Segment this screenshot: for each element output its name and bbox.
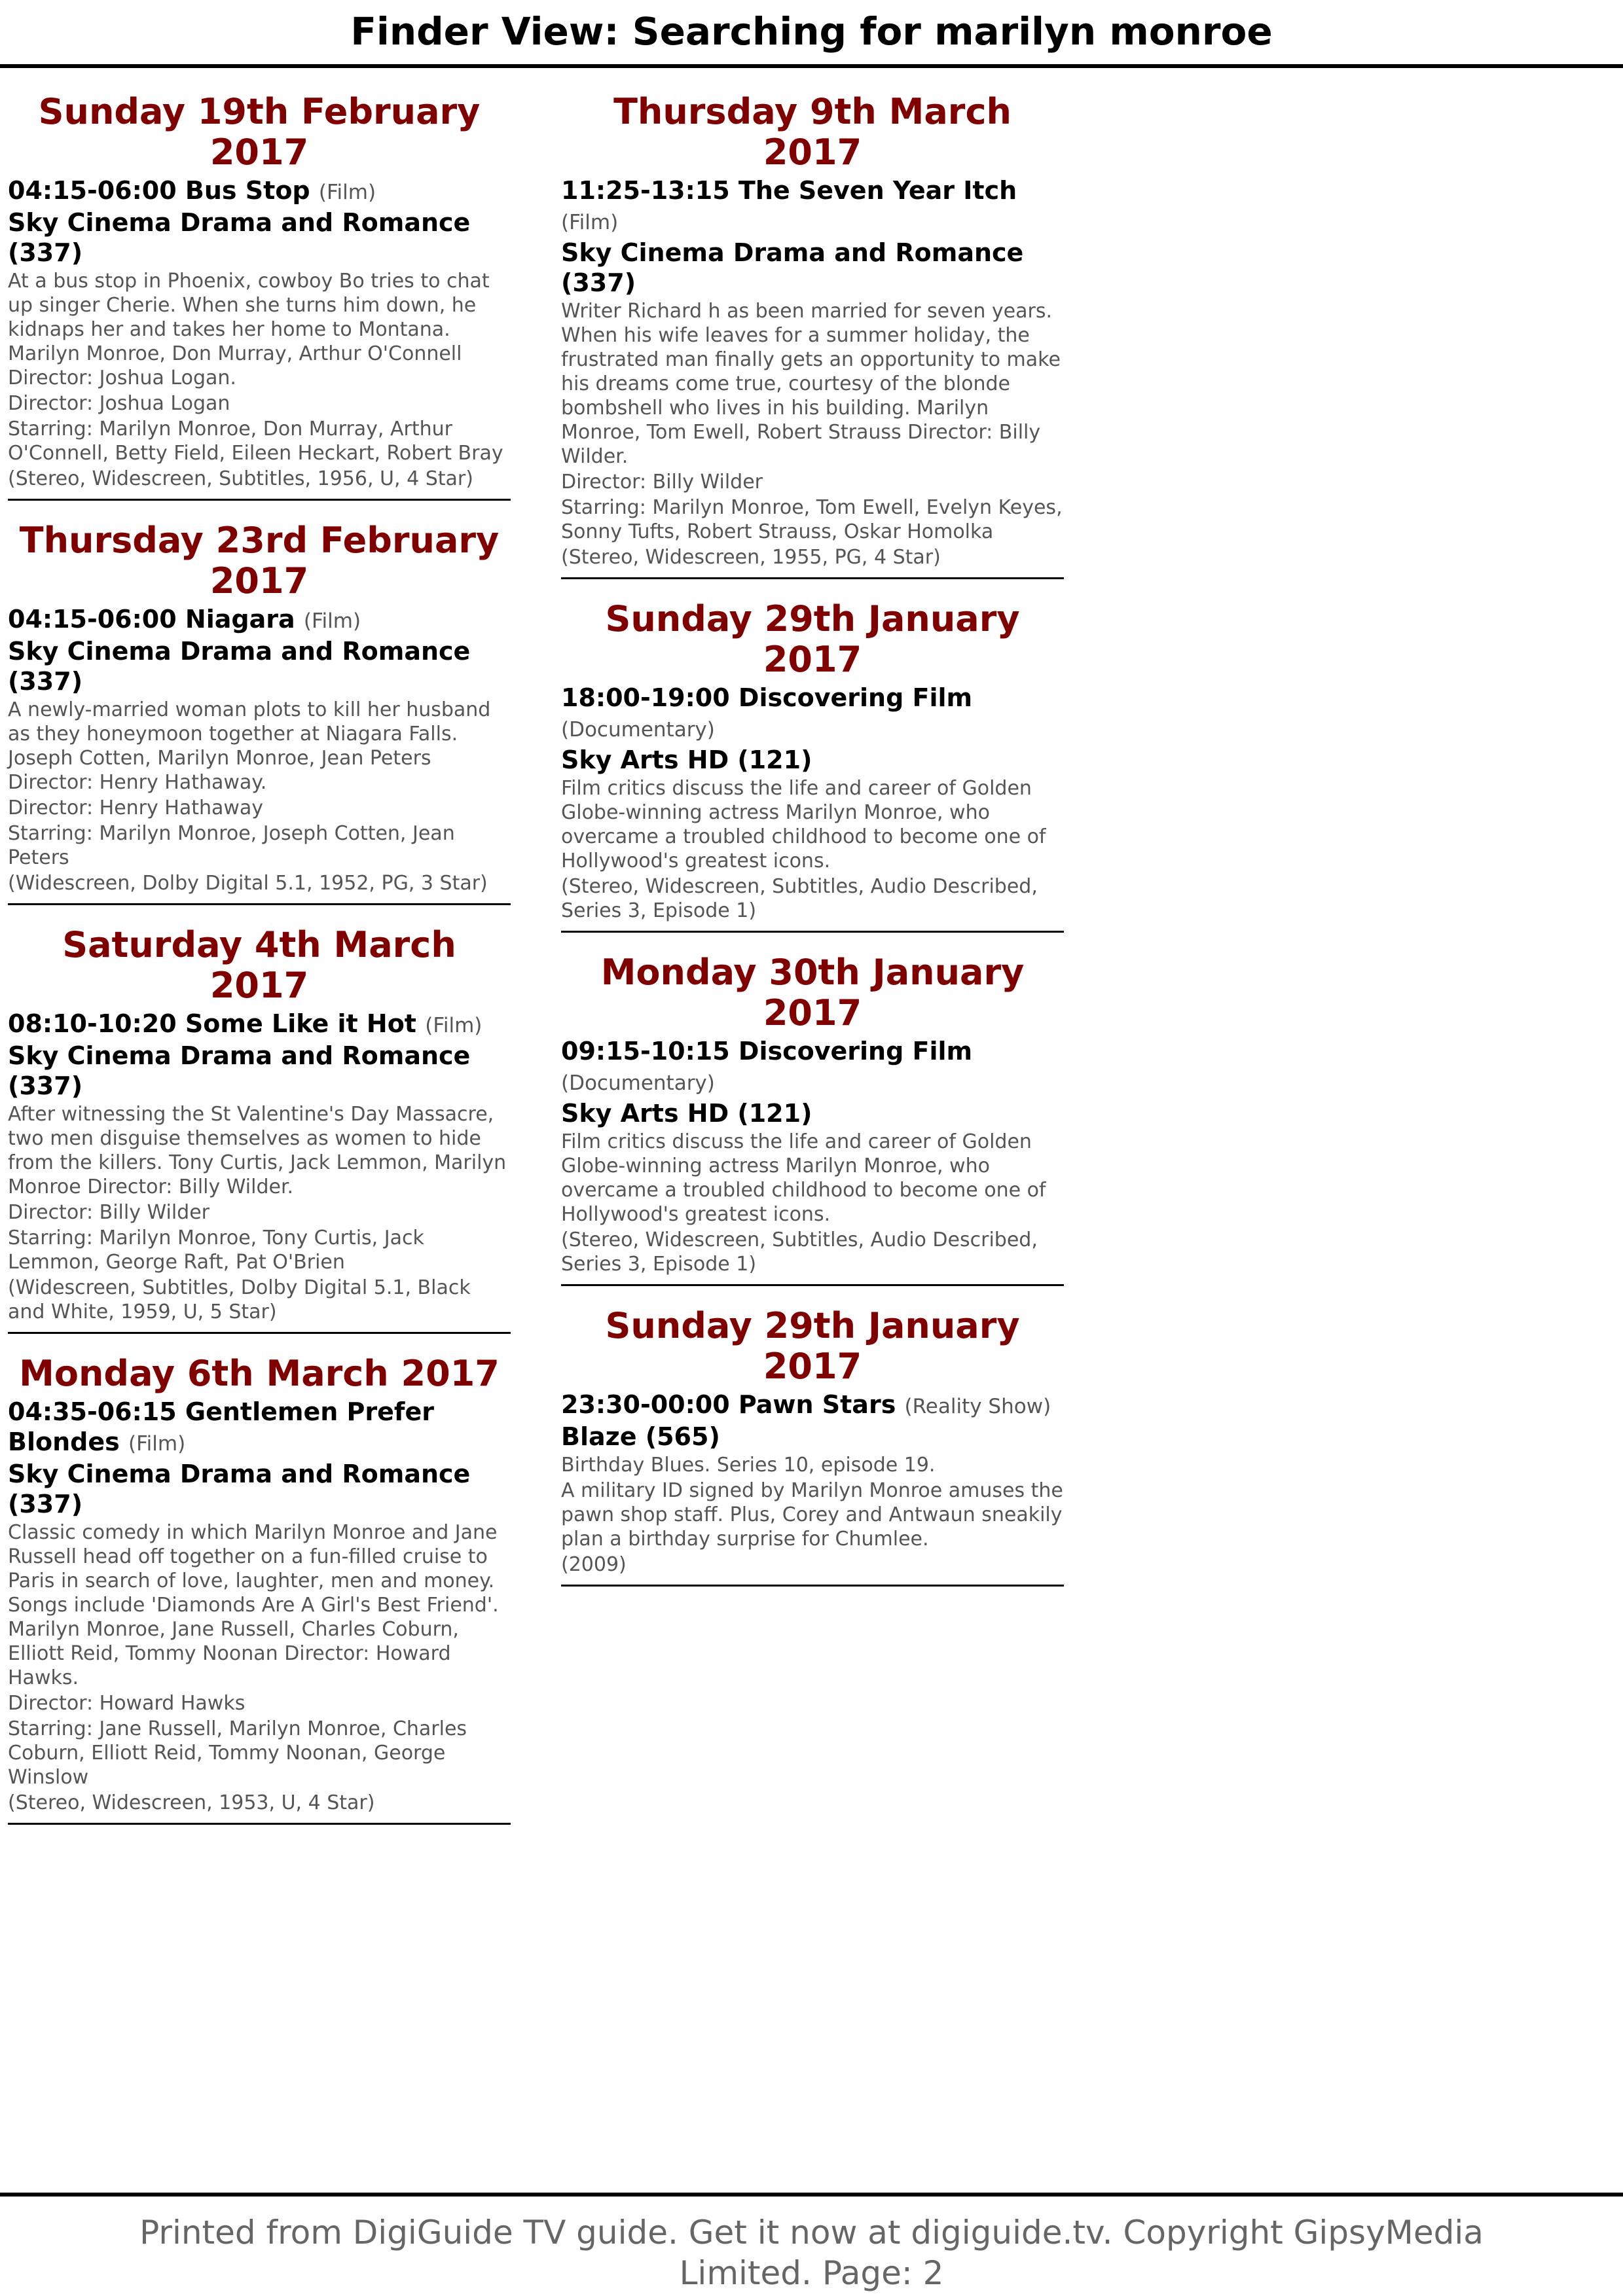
- broadcast-info: (Stereo, Widescreen, 1955, PG, 4 Star): [561, 546, 941, 569]
- genre-label: (Film): [561, 211, 619, 234]
- channel-name: Sky Cinema Drama and Romance (337): [8, 208, 471, 267]
- time-title: 04:15-06:00 Bus Stop: [8, 176, 310, 205]
- footer-text: Printed from DigiGuide TV guide. Get it now at digiguide.tv. Copyright GipsyMedia Limited. Page: 2: [139, 2214, 1484, 2292]
- entry-divider: [561, 1585, 1064, 1587]
- description: Writer Richard h as been married for seven years. When his wife leaves for a summer holiday, the frustrated man finally gets an opportunity to make his dreams come true, courtesy of the blonde bombshell who lives in his building. Marilyn Monroe, Tom Ewell, Robert Strauss Director: Billy Wilder.: [561, 300, 1061, 468]
- entry-divider: [8, 903, 511, 905]
- entry-divider: [561, 577, 1064, 579]
- listing-entry: [8, 92, 511, 501]
- programme-title: [561, 175, 1064, 238]
- genre-label: (Reality Show): [904, 1395, 1051, 1418]
- starring: Starring: Marilyn Monroe, Tom Ewell, Evelyn Keyes, Sonny Tufts, Robert Strauss, Oskar Homolka: [561, 496, 1063, 543]
- director: Director: Billy Wilder: [561, 471, 763, 493]
- description: At a bus stop in Phoenix, cowboy Bo tries to chat up singer Cherie. When she turns him down, he kidnaps her and takes her home to Montana. Marilyn Monroe, Don Murray, Arthur O'Connell Director: Joshua Logan.: [8, 270, 490, 389]
- listing-entry: [561, 92, 1064, 579]
- genre-label: (Film): [128, 1432, 186, 1456]
- right-column: [561, 92, 1064, 1606]
- description: Film critics discuss the life and career of Golden Globe-winning actress Marilyn Monroe, who overcame a troubled childhood to become one of Hollywood's greatest icons.: [561, 777, 1046, 872]
- listing-date: Monday 6th March 2017: [19, 1353, 500, 1394]
- programme-title: [561, 1036, 1064, 1098]
- listing-date: Sunday 19th February 2017: [38, 91, 481, 173]
- broadcast-info: (2009): [561, 1553, 627, 1576]
- director: Director: Joshua Logan: [8, 392, 230, 415]
- listing-date: Monday 30th January 2017: [600, 952, 1025, 1033]
- programme-title: [8, 1009, 511, 1041]
- listing-entry: [561, 599, 1064, 933]
- genre-label: (Documentary): [561, 718, 715, 742]
- channel-name: Sky Arts HD (121): [561, 1099, 812, 1128]
- footer-divider: [0, 2193, 1623, 2197]
- starring: Starring: Marilyn Monroe, Don Murray, Arthur O'Connell, Betty Field, Eileen Heckart, Robert Bray: [8, 418, 503, 465]
- listing-date: Saturday 4th March 2017: [62, 924, 456, 1006]
- listing-date: Thursday 9th March 2017: [613, 91, 1012, 173]
- entry-divider: [8, 499, 511, 501]
- description: Classic comedy in which Marilyn Monroe and Jane Russell head off together on a fun-filled cruise to Paris in search of love, laughter, men and money. Songs include 'Diamonds Are A Girl's Best Friend'. Marilyn Monroe, Jane Russell, Charles Coburn, Elliott Reid, Tommy Noonan Director: Howard Hawks.: [8, 1521, 499, 1689]
- channel-name: Sky Cinema Drama and Romance (337): [8, 1460, 471, 1518]
- genre-label: (Film): [303, 609, 361, 633]
- listing-entry: [8, 925, 511, 1334]
- broadcast-info: (Stereo, Widescreen, Subtitles, Audio Described, Series 3, Episode 1): [561, 875, 1038, 922]
- channel-name: Sky Cinema Drama and Romance (337): [8, 1041, 471, 1100]
- director: Director: Howard Hawks: [8, 1692, 246, 1715]
- time-title: 23:30-00:00 Pawn Stars: [561, 1390, 896, 1419]
- listing-entry: [561, 952, 1064, 1286]
- genre-label: (Film): [318, 181, 376, 204]
- time-title: 18:00-19:00 Discovering Film: [561, 683, 973, 712]
- channel-name: Sky Arts HD (121): [561, 745, 812, 774]
- listing-entry: [561, 1306, 1064, 1587]
- genre-label: (Documentary): [561, 1071, 715, 1095]
- left-column: [8, 92, 511, 1844]
- programme-title: [561, 683, 1064, 745]
- broadcast-info: (Widescreen, Dolby Digital 5.1, 1952, PG, 3 Star): [8, 872, 488, 895]
- entry-divider: [561, 1284, 1064, 1286]
- programme-title: [8, 1397, 511, 1459]
- broadcast-info: (Widescreen, Subtitles, Dolby Digital 5.1, Black and White, 1959, U, 5 Star): [8, 1276, 471, 1323]
- broadcast-info: (Stereo, Widescreen, 1953, U, 4 Star): [8, 1791, 375, 1814]
- genre-label: (Film): [425, 1014, 483, 1037]
- starring: Starring: Marilyn Monroe, Joseph Cotten, Jean Peters: [8, 822, 455, 869]
- description: Film critics discuss the life and career of Golden Globe-winning actress Marilyn Monroe, who overcame a troubled childhood to become one of Hollywood's greatest icons.: [561, 1130, 1046, 1226]
- entry-divider: [8, 1823, 511, 1825]
- description: After witnessing the St Valentine's Day Massacre, two men disguise themselves as women to hide from the killers. Tony Curtis, Jack Lemmon, Marilyn Monroe Director: Billy Wilder.: [8, 1103, 507, 1198]
- entry-divider: [8, 1332, 511, 1334]
- entry-divider: [561, 931, 1064, 933]
- time-title: 08:10-10:20 Some Like it Hot: [8, 1009, 416, 1038]
- description: Birthday Blues. Series 10, episode 19.: [561, 1454, 936, 1477]
- channel-name: Blaze (565): [561, 1422, 720, 1451]
- listing-date: Thursday 23rd February 2017: [19, 520, 500, 601]
- director: Director: Billy Wilder: [8, 1201, 210, 1224]
- broadcast-info: (Stereo, Widescreen, Subtitles, 1956, U, 4 Star): [8, 467, 473, 490]
- description-detail: A military ID signed by Marilyn Monroe amuses the pawn shop staff. Plus, Corey and Antwaun sneakily plan a birthday surprise for Chumlee.: [561, 1479, 1063, 1551]
- programme-title: [8, 604, 511, 636]
- time-title: 09:15-10:15 Discovering Film: [561, 1037, 973, 1066]
- listing-date: Sunday 29th January 2017: [605, 1305, 1020, 1387]
- header-divider: [0, 64, 1623, 68]
- listing-date: Sunday 29th January 2017: [605, 598, 1020, 680]
- programme-title: [561, 1390, 1064, 1422]
- programme-title: [8, 175, 511, 207]
- starring: Starring: Marilyn Monroe, Tony Curtis, Jack Lemmon, George Raft, Pat O'Brien: [8, 1227, 424, 1274]
- listing-entry: [8, 1354, 511, 1825]
- description: A newly-married woman plots to kill her husband as they honeymoon together at Niagara Falls. Joseph Cotten, Marilyn Monroe, Jean Peters Director: Henry Hathaway.: [8, 698, 491, 794]
- time-title: 04:35-06:15 Gentlemen Prefer Blondes: [8, 1397, 434, 1456]
- listing-entry: [8, 520, 511, 905]
- starring: Starring: Jane Russell, Marilyn Monroe, Charles Coburn, Elliott Reid, Tommy Noonan, George Winslow: [8, 1717, 467, 1789]
- time-title: 04:15-06:00 Niagara: [8, 605, 295, 634]
- broadcast-info: (Stereo, Widescreen, Subtitles, Audio Described, Series 3, Episode 1): [561, 1229, 1038, 1276]
- channel-name: Sky Cinema Drama and Romance (337): [561, 238, 1024, 297]
- channel-name: Sky Cinema Drama and Romance (337): [8, 637, 471, 696]
- director: Director: Henry Hathaway: [8, 797, 264, 819]
- page-title: Finder View: Searching for marilyn monroe: [350, 9, 1273, 54]
- time-title: 11:25-13:15 The Seven Year Itch: [561, 176, 1017, 205]
